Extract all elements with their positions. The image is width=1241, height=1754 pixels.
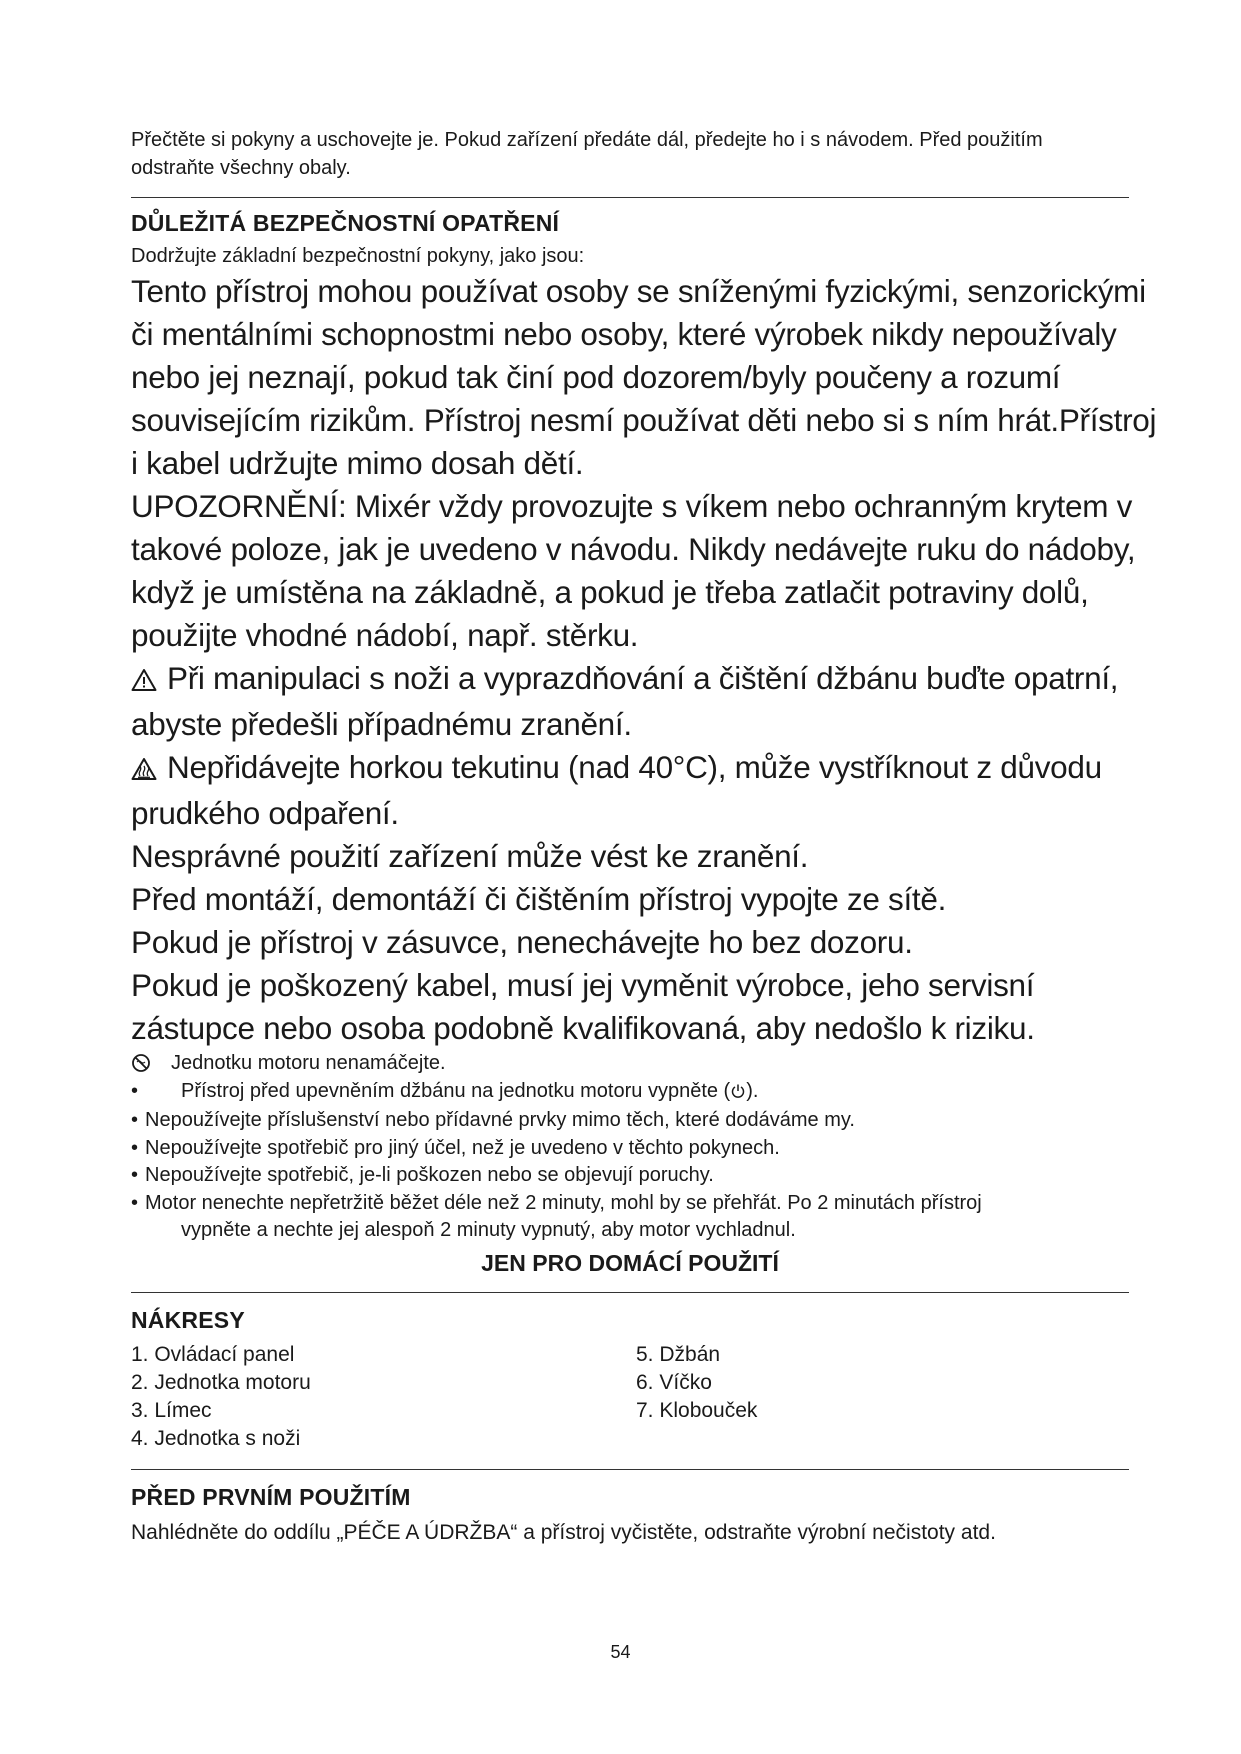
power-icon bbox=[730, 1080, 746, 1108]
safety-bullet-list bbox=[131, 1050, 1129, 1245]
divider-3 bbox=[131, 1469, 1129, 1470]
safety-warnings bbox=[131, 270, 1157, 1050]
page-number: 54 bbox=[610, 1642, 631, 1662]
bullet-text: Nepoužívejte spotřebič pro jiný účel, než je uvedeno v těchto pokynech. bbox=[145, 1136, 780, 1159]
list-item bbox=[131, 1162, 1129, 1190]
list-item bbox=[131, 1107, 1129, 1135]
parts-column-2 bbox=[636, 1341, 757, 1453]
divider-1 bbox=[131, 197, 1129, 198]
list-item bbox=[131, 1135, 1129, 1163]
safety-line: nebo jej neznají, pokud tak činí pod dozorem/byly poučeny a rozumí bbox=[131, 359, 1061, 395]
no-immersion-text: Jednotku motoru nenamáčejte. bbox=[171, 1052, 446, 1074]
hot-liquid-warning-line-2: prudkého odpaření. bbox=[131, 795, 399, 831]
list-item bbox=[131, 1050, 1129, 1078]
bullet-text: Nepoužívejte spotřebič, je-li poškozen nebo se objevují poruchy. bbox=[145, 1164, 714, 1186]
divider-2 bbox=[131, 1292, 1129, 1293]
safety-line: souvisejícím rizikům. Přístroj nesmí používat děti nebo si s ním hrát.Přístroj bbox=[131, 402, 1157, 438]
document-page bbox=[131, 126, 1157, 1546]
intro-line-2: odstraňte všechny obaly. bbox=[131, 157, 351, 179]
hot-liquid-warning-line-1: Nepřidávejte horkou tekutinu (nad 40°C), může vystříknout z důvodu bbox=[167, 749, 1102, 785]
part-item: 3. Límec bbox=[131, 1398, 212, 1422]
safety-line: takové poloze, jak je uvedeno v návodu. Nikdy nedávejte ruku do nádoby, bbox=[131, 531, 1136, 567]
bullet: • bbox=[131, 1136, 139, 1159]
warning-triangle-icon bbox=[131, 660, 157, 703]
blade-warning-line-2: abyste předešli případnému zranění. bbox=[131, 706, 632, 742]
safety-line: zástupce nebo osoba podobně kvalifikovaná, aby nedošlo k riziku. bbox=[131, 1010, 1035, 1046]
safety-line: či mentálními schopnostmi nebo osoby, které výrobek nikdy nepoužívaly bbox=[131, 316, 1117, 352]
part-item: 1. Ovládací panel bbox=[131, 1342, 295, 1366]
part-item: 6. Víčko bbox=[636, 1370, 712, 1394]
drawings-heading: NÁKRESY bbox=[131, 1306, 245, 1333]
safety-heading: DŮLEŽITÁ BEZPEČNOSTNÍ OPATŘENÍ bbox=[131, 210, 560, 236]
part-item: 5. Džbán bbox=[636, 1342, 721, 1366]
part-item: 7. Klobouček bbox=[636, 1398, 758, 1422]
bullet: • bbox=[131, 1191, 139, 1214]
blade-warning-line-1: Při manipulaci s noži a vyprazdňování a čištění džbánu buďte opatrní, bbox=[167, 660, 1119, 696]
safety-line: Tento přístroj mohou používat osoby se sníženými fyzickými, senzorickými bbox=[131, 273, 1146, 309]
bullet: • bbox=[131, 1164, 139, 1186]
motor-text-line-2: vypněte a nechte jej alespoň 2 minuty vypnutý, aby motor vychladnul. bbox=[181, 1219, 796, 1241]
power-off-text-end: ). bbox=[746, 1079, 759, 1102]
parts-column-1 bbox=[131, 1341, 636, 1453]
motor-text-line-1: Motor nenechte nepřetržitě běžet déle než 2 minuty, mohl by se přehřát. Po 2 minutách přístroj bbox=[145, 1191, 982, 1214]
safety-subheading: Dodržujte základní bezpečnostní pokyny, jako jsou: bbox=[131, 245, 585, 267]
bullet: • bbox=[131, 1109, 139, 1131]
safety-line: UPOZORNĚNÍ: Mixér vždy provozujte s víkem nebo ochranným krytem v bbox=[131, 488, 1133, 524]
safety-line: Nesprávné použití zařízení může vést ke zranění. bbox=[131, 838, 809, 874]
safety-line: použijte vhodné nádobí, např. stěrku. bbox=[131, 617, 639, 653]
first-use-text: Nahlédněte do oddílu „PÉČE A ÚDRŽBA“ a přístroj vyčistěte, odstraňte výrobní nečistoty atd. bbox=[131, 1520, 996, 1544]
bullet-text: Nepoužívejte příslušenství nebo přídavné prvky mimo těch, které dodáváme my. bbox=[145, 1109, 855, 1131]
safety-line: Před montáží, demontáží či čištěním přístroj vypojte ze sítě. bbox=[131, 881, 947, 917]
list-item bbox=[131, 1190, 1129, 1245]
drawings-parts-list bbox=[131, 1341, 1129, 1453]
safety-line: i kabel udržujte mimo dosah dětí. bbox=[131, 445, 584, 481]
intro-text bbox=[131, 126, 1129, 182]
list-item bbox=[131, 1078, 1129, 1108]
safety-line: když je umístěna na základně, a pokud je třeba zatlačit potraviny dolů, bbox=[131, 574, 1089, 610]
power-off-text: Přístroj před upevněním džbánu na jednotku motoru vypněte ( bbox=[181, 1079, 731, 1102]
hot-surface-warning-icon bbox=[131, 749, 157, 792]
intro-line-1: Přečtěte si pokyny a uschovejte je. Pokud zařízení předáte dál, předejte ho i s návodem. Před použitím bbox=[131, 129, 1043, 151]
hot-liquid-warning bbox=[131, 746, 1129, 792]
blade-warning bbox=[131, 657, 1129, 703]
part-item: 2. Jednotka motoru bbox=[131, 1370, 311, 1394]
bullet: • bbox=[131, 1079, 139, 1102]
first-use-heading: PŘED PRVNÍM POUŽITÍM bbox=[131, 1483, 411, 1510]
safety-line: Pokud je přístroj v zásuvce, nenechávejte ho bez dozoru. bbox=[131, 924, 913, 960]
part-item: 4. Jednotka s noži bbox=[131, 1426, 301, 1450]
safety-line: Pokud je poškozený kabel, musí jej vyměnit výrobce, jeho servisní bbox=[131, 967, 1035, 1003]
home-use-label: JEN PRO DOMÁCÍ POUŽITÍ bbox=[481, 1249, 779, 1276]
